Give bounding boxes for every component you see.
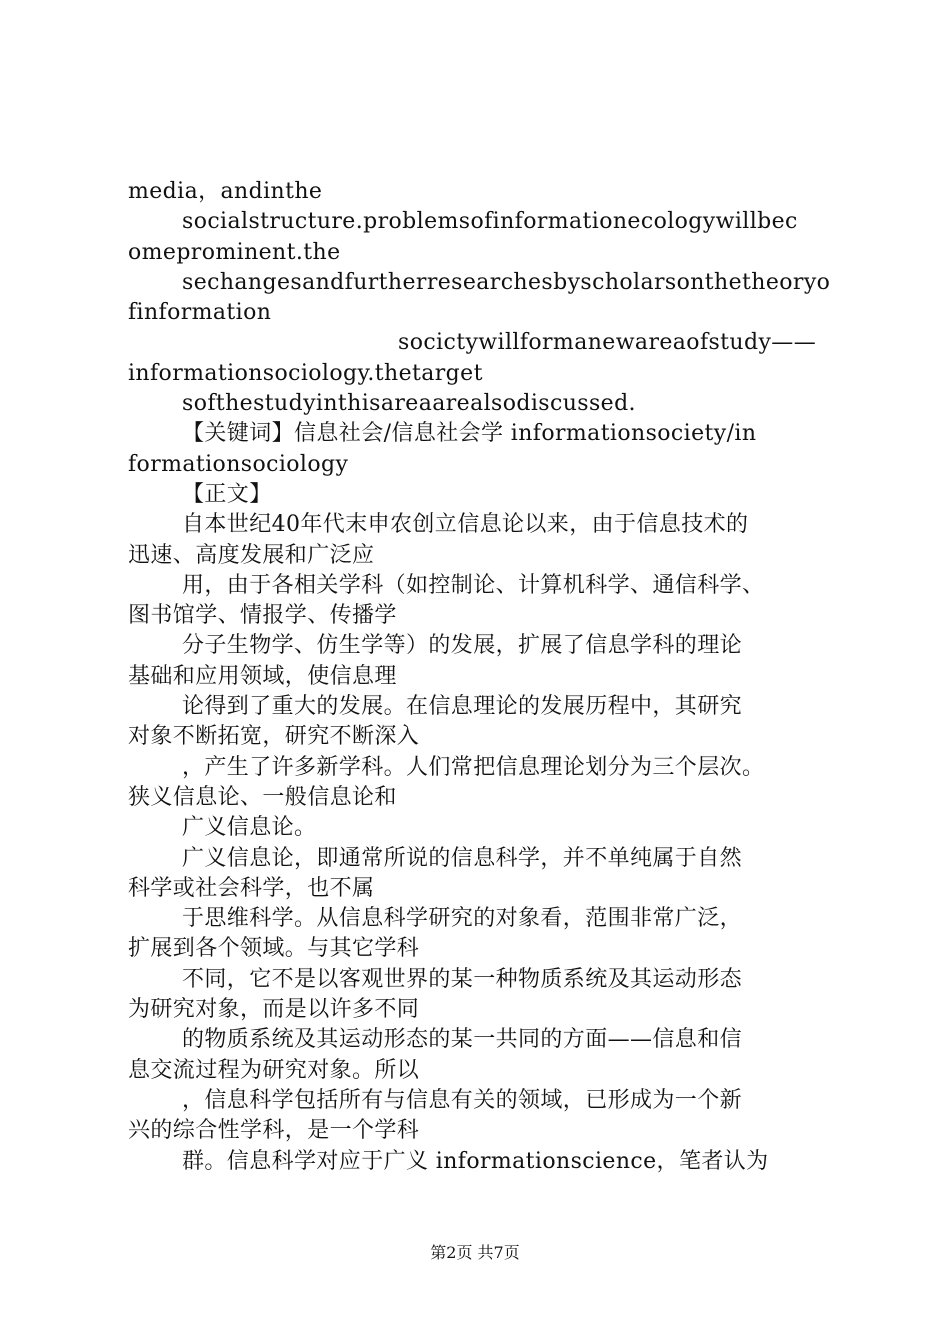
text-line: 科学或社会科学，也不属 [128, 875, 375, 901]
text-line: 狭义信息论、一般信息论和 [128, 784, 397, 810]
text-line: 用，由于各相关学科（如控制论、计算机科学、通信科学、 [182, 572, 765, 598]
text-line: 群。信息科学对应于广义 informationscience，笔者认为 [182, 1148, 769, 1174]
text-line: 迅速、高度发展和广泛应 [128, 542, 375, 568]
text-line: ，产生了许多新学科。人们常把信息理论划分为三个层次。 [182, 754, 765, 780]
page-number-label: 第2页 共7页 [430, 1243, 520, 1262]
text-line: sechangesandfurtherresearchesbyscholarsonthetheoryo [182, 269, 831, 295]
text-line: 为研究对象，而是以许多不同 [128, 997, 420, 1023]
text-line: omeprominent.the [128, 239, 341, 265]
text-line: socictywillformanewareaofstudy—— [398, 330, 817, 356]
text-line: formationsociology [128, 451, 349, 477]
text-line: 不同，它不是以客观世界的某一种物质系统及其运动形态 [182, 966, 743, 992]
text-line: ，信息科学包括所有与信息有关的领域，已形成为一个新 [182, 1087, 743, 1113]
text-line: 基础和应用领域，使信息理 [128, 663, 397, 689]
document-body [128, 177, 838, 1177]
text-line: finformation [128, 300, 272, 326]
text-line: 【正文】 [182, 481, 272, 507]
page-footer [0, 1242, 950, 1264]
text-line: softhestudyinthisareaarealsodiscussed. [182, 391, 636, 417]
text-line: media，andinthe [128, 179, 323, 204]
text-line: socialstructure.problemsofinformationecologywillbec [182, 209, 798, 235]
text-line: 的物质系统及其运动形态的某一共同的方面——信息和信 [182, 1027, 743, 1053]
text-line: 广义信息论。 [182, 815, 317, 841]
text-line: 兴的综合性学科，是一个学科 [128, 1118, 420, 1144]
text-line: 图书馆学、情报学、传播学 [128, 603, 397, 629]
text-line: informationsociology.thetarget [128, 360, 483, 386]
text-line: 【关键词】信息社会/信息社会学 informationsociety/in [182, 421, 757, 447]
text-line: 分子生物学、仿生学等）的发展，扩展了信息学科的理论 [182, 633, 743, 659]
text-line: 息交流过程为研究对象。所以 [128, 1057, 420, 1083]
text-line: 论得到了重大的发展。在信息理论的发展历程中，其研究 [182, 694, 743, 720]
text-line: 广义信息论，即通常所说的信息科学，并不单纯属于自然 [182, 845, 743, 871]
text-line: 对象不断拓宽，研究不断深入 [128, 724, 420, 750]
text-line: 自本世纪40年代末申农创立信息论以来，由于信息技术的 [182, 512, 749, 538]
text-line: 于思维科学。从信息科学研究的对象看，范围非常广泛， [182, 906, 743, 932]
text-line: 扩展到各个领域。与其它学科 [128, 936, 420, 962]
